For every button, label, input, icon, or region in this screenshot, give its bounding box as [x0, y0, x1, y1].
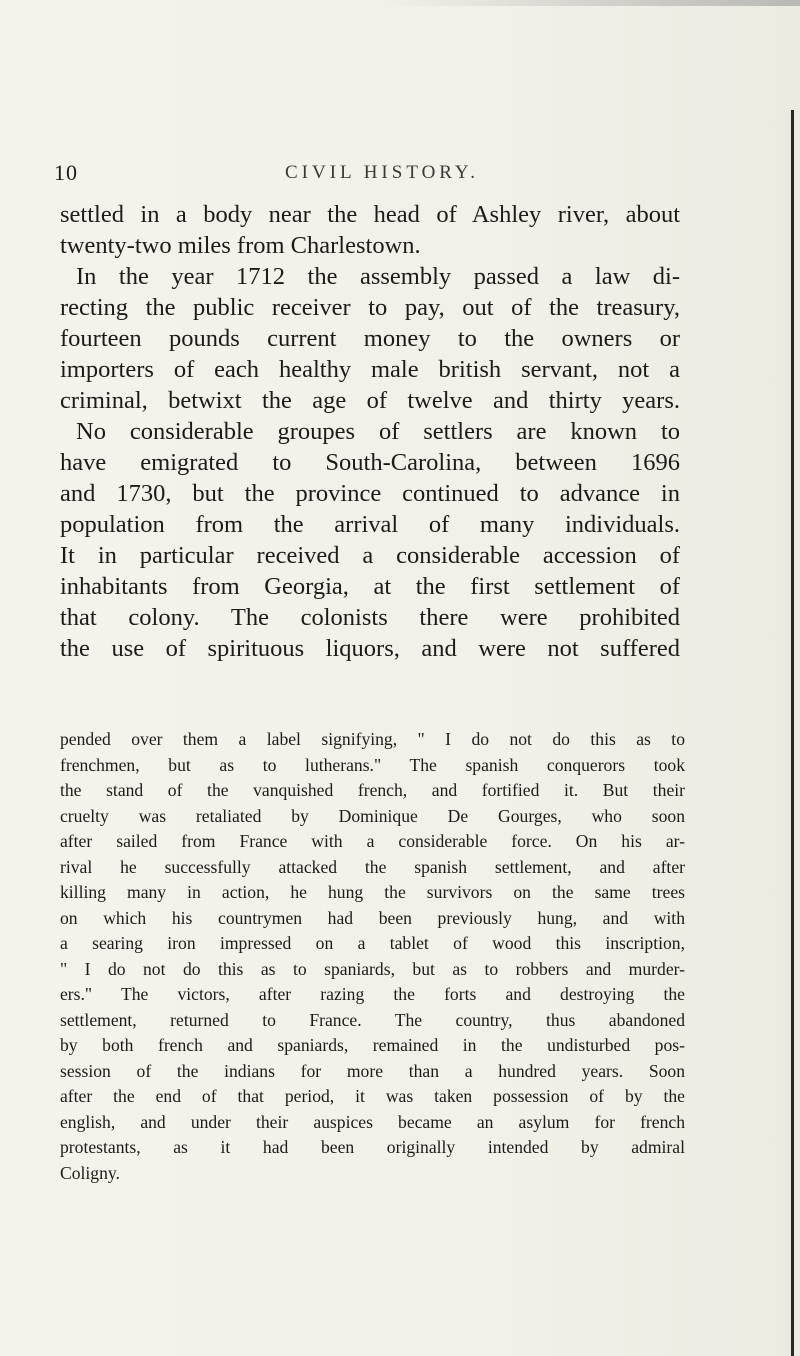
text-line: have emigrated to South-Carolina, between 1696 [60, 449, 680, 476]
footnote-line: " I do not do this as to spaniards, but as to robbers and murder- [60, 958, 685, 979]
text-line: and 1730, but the province continued to advance in [60, 480, 680, 507]
footnote-line: settlement, returned to France. The country, thus abandoned [60, 1009, 685, 1030]
footnote-line: by both french and spaniards, remained in the undisturbed pos- [60, 1035, 685, 1055]
text-line: inhabitants from Georgia, at the first settlement of [60, 573, 680, 600]
footnote-line: on which his countrymen had been previously hung, and with [60, 907, 685, 928]
page-edge-line [791, 110, 794, 1356]
footnote-line: after sailed from France with a considerable force. On his ar- [60, 831, 685, 851]
footnote-line: cruelty was retaliated by Dominique De Gourges, who soon [60, 805, 685, 826]
text-line: that colony. The colonists there were prohibited [60, 604, 680, 631]
footnote-line: frenchmen, but as to lutherans." The spanish conquerors took [60, 754, 685, 775]
footnote-line: pended over them a label signifying, " I do not do this as to [60, 729, 685, 749]
running-head: CIVIL HISTORY. [285, 162, 479, 183]
footnote-line: protestants, as it had been originally intended by admiral [60, 1137, 685, 1157]
text-line: the use of spirituous liquors, and were not suffered [60, 635, 680, 662]
footnote-line: after the end of that period, it was taken possession of by the [60, 1086, 685, 1106]
text-line: settled in a body near the head of Ashley river, about [60, 201, 680, 228]
page-top-shadow [380, 0, 800, 6]
text-line: twenty-two miles from Charlestown. [60, 232, 421, 259]
footnote-line: killing many in action, he hung the survivors on the same trees [60, 882, 685, 902]
text-line: criminal, betwixt the age of twelve and thirty years. [60, 387, 680, 414]
footnote-line: session of the indians for more than a hundred years. Soon [60, 1060, 685, 1081]
page-header [54, 160, 754, 190]
footnote-line: the stand of the vanquished french, and fortified it. But their [60, 780, 685, 800]
footnote-line: rival he successfully attacked the spanish settlement, and after [60, 856, 685, 877]
footnote-line: Coligny. [60, 1162, 120, 1183]
page-number: 10 [54, 160, 78, 185]
text-line: importers of each healthy male british servant, not a [60, 356, 680, 383]
text-line: It in particular received a considerable accession of [60, 542, 680, 569]
text-line: population from the arrival of many individuals. [60, 511, 680, 538]
footnote-line: a searing iron impressed on a tablet of wood this inscription, [60, 933, 685, 953]
text-line: In the year 1712 the assembly passed a law di- [76, 263, 680, 290]
text-line: recting the public receiver to pay, out of the treasury, [60, 294, 680, 321]
text-line: fourteen pounds current money to the owners or [60, 325, 680, 352]
text-line: No considerable groupes of settlers are known to [76, 418, 680, 445]
footnote-block [60, 727, 685, 1186]
main-text-block [60, 199, 680, 664]
footnote-line: english, and under their auspices became an asylum for french [60, 1111, 685, 1132]
footnote-line: ers." The victors, after razing the forts and destroying the [60, 984, 685, 1004]
